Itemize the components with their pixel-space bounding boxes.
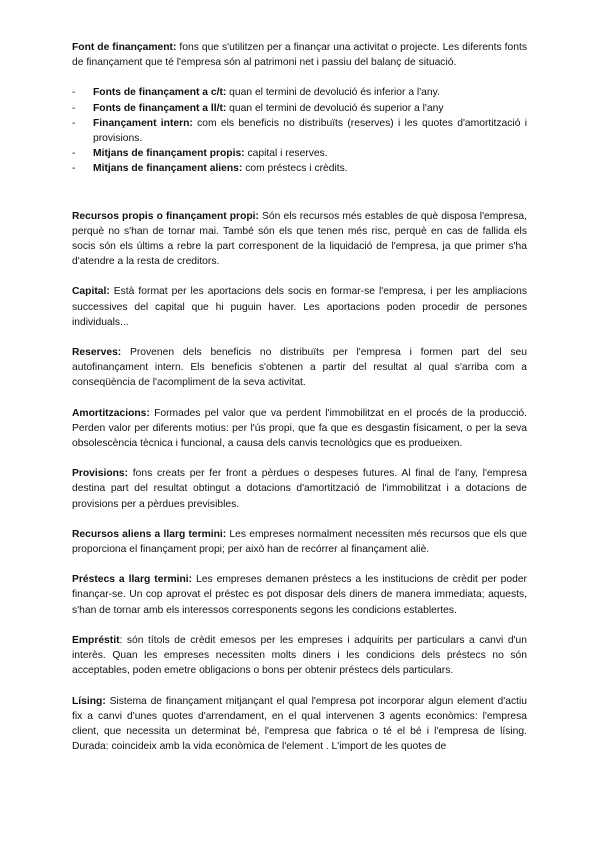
section-lising: [72, 694, 527, 755]
section-term: Capital:: [72, 286, 110, 298]
list-item-text: quan el termini de devolució és superior a l'any: [226, 102, 444, 114]
bullet-dash: -: [72, 148, 76, 160]
section-reserves: [72, 345, 527, 391]
section-term: Préstecs a llarg termini:: [72, 574, 193, 586]
section-term: Recursos aliens a llarg termini:: [72, 528, 227, 540]
list-item-term: Fonts de finançament a c/t:: [93, 87, 227, 99]
list-item-text: capital i reserves.: [244, 148, 328, 160]
financing-sources-list: [72, 85, 527, 176]
section-text: Sistema de finançament mitjançant el qual l'empresa pot incorporar algun element d'actiu fix a canvi d'unes quotes d'arrendament, en el qual intervenen 3 agents econòmics: l'empresa client, que necessita un determinat bé, l'empresa que fabrica o té el bé i l'empresa de lísing. Durada: coincideix amb la vida econòmica de l'element . L'import de les quotes de: [72, 695, 527, 753]
intro-text: fons que s'utilitzen per a finançar una activitat o projecte. Les diferents fonts de finançament que té l'empresa són al patrimoni net i passiu del balanç de situació.: [72, 42, 527, 69]
section-term: Provisions:: [72, 468, 129, 480]
list-item: [72, 161, 527, 176]
list-item: [72, 85, 527, 100]
bullet-dash: -: [72, 87, 76, 99]
section-text: : són títols de crèdit emesos per les empreses i adquirits per particulars a canvi d'un interès. Quan les empreses necessiten molts diners i les condicions dels préstecs no són acceptables, poden emetre obligacions o bons per obtenir préstecs dels particulars.: [72, 634, 527, 677]
section-text: Provenen dels beneficis no distribuïts per l'empresa i formen part del seu autofinançament intern. Els beneficis s'obtenen a partir del resultat al qual s'arriba com a conseqüència de l'acompliment de la seva activitat.: [72, 347, 527, 389]
intro-term: Font de finançament:: [72, 42, 177, 53]
document-page: [72, 40, 527, 769]
section-term: Reserves:: [72, 347, 122, 359]
section-text: Són els recursos més estables de què disposa l'empresa, perquè no s'han de tornar mai. També són els que tenen més risc, perquè en cas de fallida els socis són els últims a rebre la part corresponent de la liquidació de l'empresa, ja que primer s'ha d'atendre a la resta de creditors.: [72, 210, 527, 268]
section-text: Formades pel valor que va perdent l'immobilitzat en el procés de la producció. Perden valor per diferents motius: per l'ús propi, que fa que es desgastin físicament, o per la seva obsolescència tècnica i funcional, a causa dels canvis tecnològics que es produeixen.: [72, 407, 527, 450]
list-item-term: Finançament intern:: [93, 117, 193, 129]
section-text: fons creats per fer front a pèrdues o despeses futures. Al final de l'any, l'empresa destina part del resultat obtingut a dotacions d'amortització de l'immobilitzat i a dotacions de provisions per a pèrdues previsibles.: [72, 468, 527, 510]
list-item-term: Fonts de finançament a ll/t:: [93, 102, 227, 114]
section-prestecs: [72, 572, 527, 618]
section-emprestit: [72, 633, 527, 679]
section-term: Empréstit: [72, 634, 120, 646]
section-text: Les empreses demanen préstecs a les institucions de crèdit per poder finançar-se. Un cop aprovat el préstec es pot disposar dels diners de manera immediata; aquests, s'han de tornar amb els interessos corresponents segons les condicions establertes.: [72, 574, 527, 616]
intro-paragraph: [72, 40, 527, 70]
section-term: Recursos propis o finançament propi:: [72, 210, 259, 222]
bullet-dash: -: [72, 117, 76, 129]
section-amortitzacions: [72, 406, 527, 452]
section-capital: [72, 284, 527, 330]
section-term: Amortitzacions:: [72, 407, 150, 419]
list-item-term: Mitjans de finançament propis:: [93, 148, 245, 160]
section-recursos-aliens: [72, 527, 527, 557]
section-provisions: [72, 466, 527, 512]
list-item: [72, 116, 527, 146]
list-item: [72, 146, 527, 161]
section-term: Lísing:: [72, 695, 106, 707]
list-item: [72, 101, 527, 116]
bullet-dash: -: [72, 102, 76, 114]
list-item-text: com els beneficis no distribuïts (reserves) i les quotes d'amortització i provisions.: [93, 117, 528, 145]
section-recursos-propis: [72, 209, 527, 270]
section-text: Està format per les aportacions dels socis en formar-se l'empresa, i per les ampliacions successives del capital que hi puguin haver. Les aportacions poden procedir de persones individuals...: [72, 286, 527, 328]
list-item-text: com préstecs i crèdits.: [242, 163, 348, 175]
bullet-dash: -: [72, 163, 76, 175]
list-item-text: quan el termini de devolució és inferior a l'any.: [226, 87, 440, 99]
section-text: Les empreses normalment necessiten més recursos que els que proporciona el finançament propi; per això han de recórrer al finançament aliè.: [72, 528, 528, 556]
list-item-term: Mitjans de finançament aliens:: [93, 163, 243, 175]
